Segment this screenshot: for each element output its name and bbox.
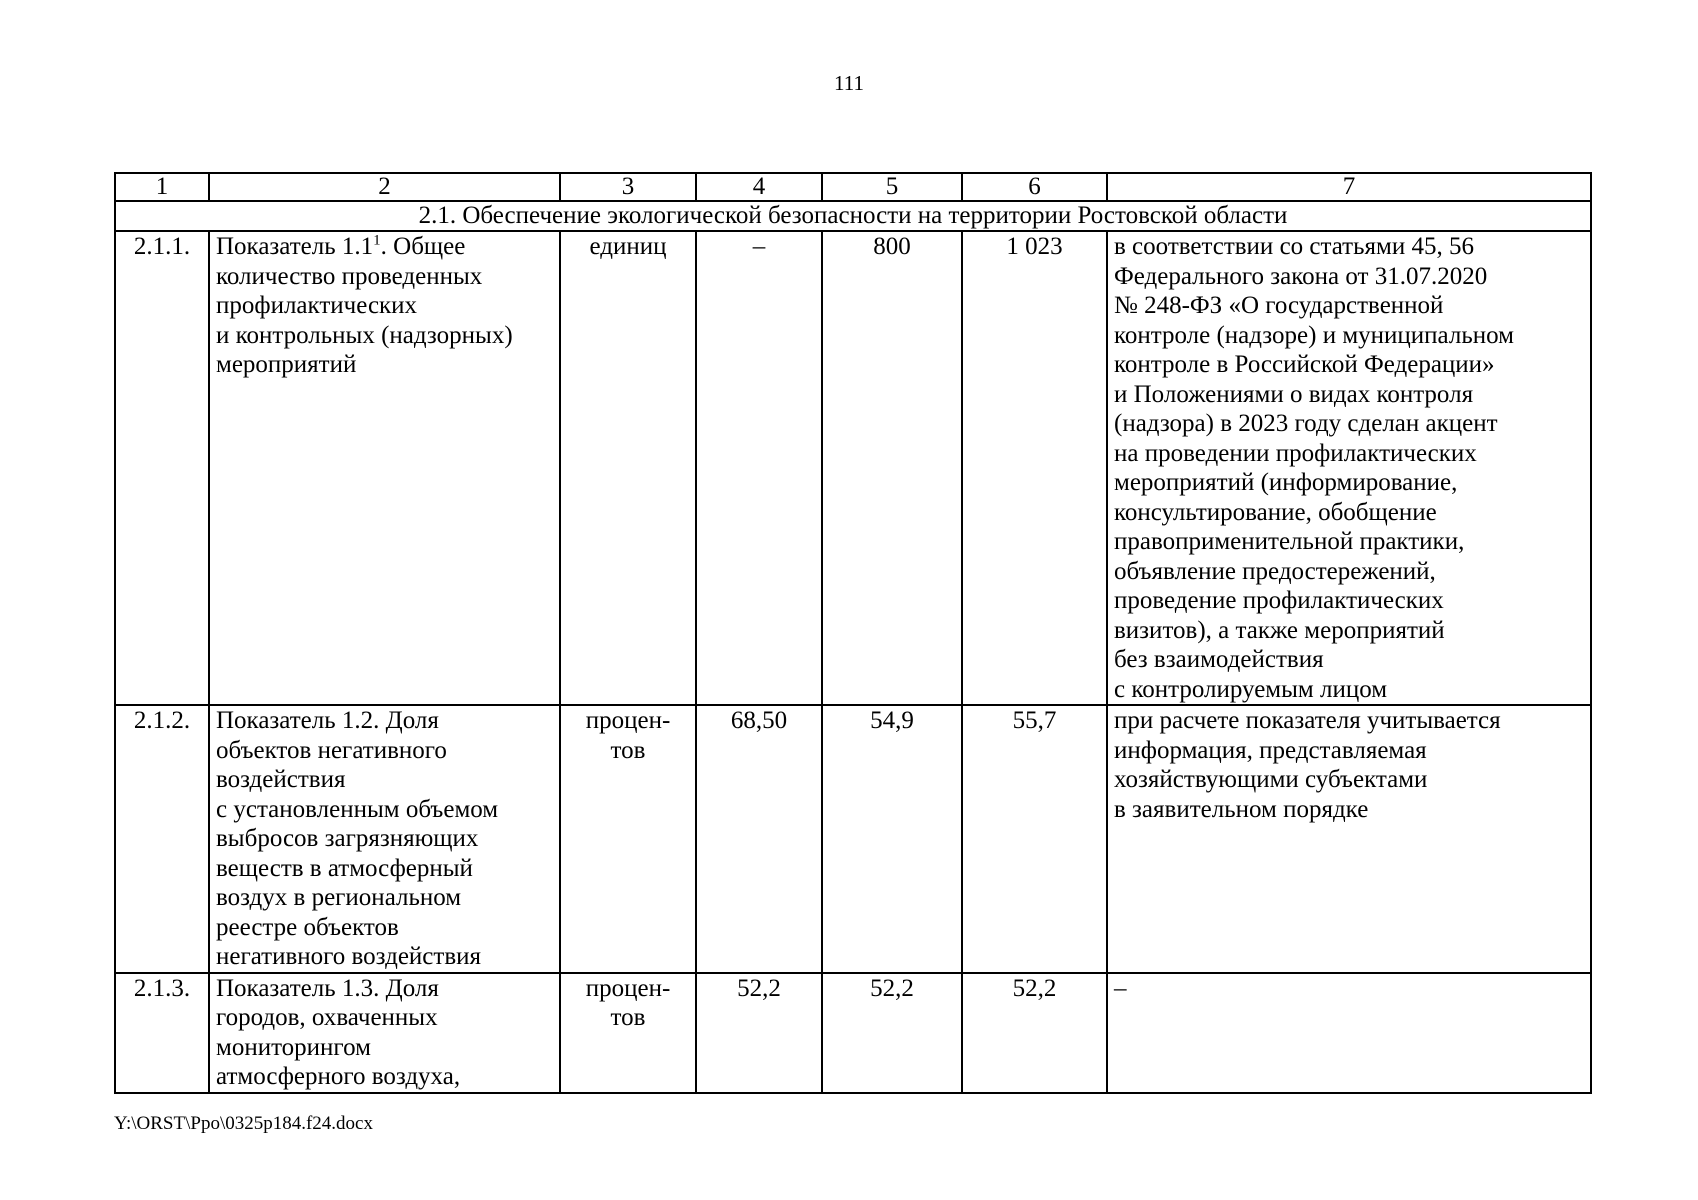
note-line: правоприменительной практики, [1114, 528, 1465, 555]
column-number: 7 [1107, 173, 1591, 201]
indicator-line: объектов негативного [216, 736, 447, 764]
row-number: 2.1.2. [115, 705, 209, 973]
note-line: контроле (надзоре) и муниципальном [1114, 321, 1514, 349]
page-number: 111 [834, 71, 864, 95]
indicator-line: мероприятий [216, 351, 357, 378]
value-col6: 55,7 [962, 705, 1107, 973]
column-number: 3 [560, 173, 696, 201]
note-line: – [1114, 974, 1127, 1002]
unit-line: процен- [585, 707, 671, 734]
note-line: визитов), а также мероприятий [1114, 616, 1445, 644]
section-row [115, 201, 1591, 231]
note-line: без взаимодействия [1114, 646, 1324, 673]
indicator-line [216, 232, 553, 262]
indicator-line: городов, охваченных [216, 1004, 438, 1031]
note-line: мероприятий (информирование, [1114, 469, 1458, 496]
note-line: с контролируемым лицом [1114, 675, 1388, 703]
unit-cell [560, 973, 696, 1093]
value-col5: 54,9 [822, 705, 962, 973]
note-line: при расчете показателя учитывается [1114, 707, 1501, 734]
value-col4: 68,50 [696, 705, 822, 973]
value-col5: 52,2 [822, 973, 962, 1093]
unit-cell [560, 705, 696, 973]
column-number-row [115, 173, 1591, 201]
indicator-name [209, 973, 560, 1093]
indicators-table [114, 172, 1592, 1094]
note-line: в соответствии со статьями 45, 56 [1114, 233, 1474, 260]
note-line: № 248-ФЗ «О государственной [1114, 292, 1444, 319]
note-line: объявление предостережений, [1114, 557, 1436, 585]
indicator-line: реестре объектов [216, 913, 399, 941]
indicator-line: веществ в атмосферный [216, 854, 473, 882]
section-title: 2.1. Обеспечение экологической безопасности на территории Ростовской области [115, 201, 1591, 231]
row-number: 2.1.3. [115, 973, 209, 1093]
unit-cell [560, 231, 696, 705]
indicator-line: Показатель 1.2. Доля [216, 707, 439, 734]
indicator-line: и контрольных (надзорных) [216, 321, 513, 349]
value-col4: 52,2 [696, 973, 822, 1093]
table-row [115, 705, 1591, 973]
column-number: 1 [115, 173, 209, 201]
note-line: Федерального закона от 31.07.2020 [1114, 262, 1488, 290]
note-line: в заявительном порядке [1114, 795, 1369, 823]
table-row [115, 973, 1591, 1093]
indicator-line: воздействия [216, 766, 346, 793]
indicator-line: выбросов загрязняющих [216, 825, 479, 852]
note-line: консультирование, обобщение [1114, 498, 1437, 526]
indicator-name [209, 705, 560, 973]
indicator-line: количество проведенных [216, 262, 483, 290]
indicator-line: мониторингом [216, 1033, 371, 1061]
unit-line: единиц [589, 233, 667, 260]
note-line: на проведении профилактических [1114, 439, 1477, 467]
unit-line: тов [610, 1004, 646, 1031]
indicator-line: профилактических [216, 292, 418, 319]
value-col6: 1 023 [962, 231, 1107, 705]
note-cell [1107, 705, 1591, 973]
footer-file-path: Y:\ORST\Ppo\0325p184.f24.docx [114, 1113, 373, 1134]
indicator-line: Показатель 1.3. Доля [216, 974, 439, 1002]
column-number: 6 [962, 173, 1107, 201]
row-number: 2.1.1. [115, 231, 209, 705]
table-row [115, 231, 1591, 705]
indicator-prefix: Показатель 1.1 [216, 233, 374, 260]
note-line: контроле в Российской Федерации» [1114, 351, 1495, 378]
note-line: (надзора) в 2023 году сделан акцент [1114, 410, 1498, 437]
note-cell [1107, 231, 1591, 705]
value-col6: 52,2 [962, 973, 1107, 1093]
column-number: 4 [696, 173, 822, 201]
indicator-text: . Общее [380, 233, 466, 260]
indicator-line: негативного воздействия [216, 943, 482, 970]
value-col4: – [696, 231, 822, 705]
note-cell [1107, 973, 1591, 1093]
indicator-line: с установленным объемом [216, 795, 499, 823]
note-line: хозяйствующими субъектами [1114, 766, 1428, 793]
footnote-mark: 1 [373, 232, 381, 249]
value-col5: 800 [822, 231, 962, 705]
unit-line: процен- [585, 974, 671, 1002]
note-line: информация, представляемая [1114, 736, 1427, 764]
indicator-line: атмосферного воздуха, [216, 1063, 461, 1090]
unit-line: тов [610, 736, 646, 764]
column-number: 2 [209, 173, 560, 201]
note-line: проведение профилактических [1114, 587, 1444, 614]
indicator-name [209, 231, 560, 705]
indicator-line: воздух в региональном [216, 884, 462, 911]
column-number: 5 [822, 173, 962, 201]
note-line: и Положениями о видах контроля [1114, 380, 1474, 408]
